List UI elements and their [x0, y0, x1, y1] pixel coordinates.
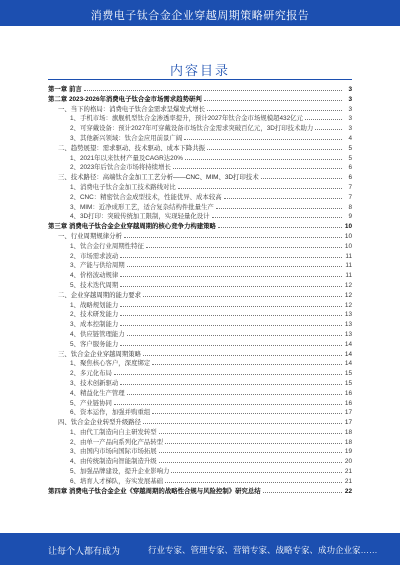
toc-leader-dots — [120, 309, 342, 316]
toc-entry-page: 6 — [348, 164, 352, 172]
toc-entry-text: 4、由传统制造向智能制造升级 — [70, 458, 157, 466]
toc-entry-text: 三、技术路径：高端钛合金加工工艺分析——CNC、MIM、3D打印技术 — [58, 174, 259, 182]
toc-entry-page: 17 — [344, 409, 352, 417]
toc-entry-text: 2、2023年后钛合金市场将持续增长 — [70, 164, 171, 172]
toc-entry-page: 12 — [344, 301, 352, 309]
toc-leader-dots — [114, 368, 342, 375]
report-footer — [0, 533, 400, 565]
toc-entry[interactable] — [48, 427, 352, 437]
toc-leader-dots — [127, 388, 342, 395]
toc-entry[interactable] — [48, 162, 352, 172]
toc-entry-page: 22 — [344, 487, 352, 495]
toc-entry-text: 3、其他新兴领域：钛合金应用前景广阔 — [70, 134, 183, 142]
toc-entry[interactable] — [48, 133, 352, 143]
toc-entry[interactable] — [48, 172, 352, 182]
toc-leader-dots — [159, 456, 342, 463]
toc-entry-text: 4、供应链管理能力 — [70, 330, 125, 338]
toc-entry-text: 一、当下的格局：消费电子钛合金需求呈爆发式增长 — [58, 105, 205, 113]
toc-entry-page: 15 — [344, 379, 352, 387]
toc-leader-dots — [171, 466, 342, 473]
toc-entry[interactable] — [48, 231, 352, 241]
toc-entry[interactable] — [48, 241, 352, 251]
toc-entry-page: 20 — [344, 458, 352, 466]
toc-leader-dots — [212, 211, 342, 218]
toc-entry-page: 14 — [344, 340, 352, 348]
toc-entry-text: 4、3D打印：突破传统加工限制，实现轻量化设计 — [70, 213, 210, 221]
toc-entry-page: 9 — [348, 213, 352, 221]
toc-entry-page: 21 — [344, 477, 352, 485]
toc-entry[interactable] — [48, 182, 352, 192]
toc-entry-text: 1、消费电子钛合金加工技术路线对比 — [70, 183, 176, 191]
toc-entry-text: 5、产业链协同 — [70, 399, 112, 407]
toc-entry-page: 3 — [348, 125, 352, 133]
toc-entry[interactable] — [48, 221, 352, 231]
heading-divider — [48, 79, 352, 80]
toc-leader-dots — [120, 280, 342, 287]
toc-entry[interactable] — [48, 123, 352, 133]
toc-entry-page: 3 — [348, 95, 352, 103]
toc-entry-text: 2、技术研发能力 — [70, 311, 119, 319]
toc-entry[interactable] — [48, 407, 352, 417]
toc-entry[interactable] — [48, 94, 352, 104]
toc-leader-dots — [127, 260, 342, 267]
toc-leader-dots — [178, 182, 342, 189]
toc-entry[interactable] — [48, 368, 352, 378]
toc-leader-dots — [218, 221, 342, 228]
toc-entry-text: 2、多元化布局 — [70, 370, 112, 378]
toc-entry-page: 14 — [344, 360, 352, 368]
toc-entry-text: 1、2021年以来钛材产量及CAGR达20% — [70, 154, 183, 162]
toc-entry-page: 21 — [344, 468, 352, 476]
toc-entry[interactable] — [48, 329, 352, 339]
toc-entry-page: 12 — [344, 291, 352, 299]
toc-leader-dots — [204, 94, 342, 101]
toc-leader-dots — [143, 349, 342, 356]
toc-entry[interactable] — [48, 113, 352, 123]
toc-entry[interactable] — [48, 251, 352, 261]
toc-entry-text: 2、由单一产品向系列化产品转型 — [70, 438, 164, 446]
toc-entry-page: 11 — [345, 262, 352, 270]
toc-entry-text: 6、培育人才梯队，夯实发展基础 — [70, 477, 164, 485]
toc-entry[interactable] — [48, 437, 352, 447]
toc-entry[interactable] — [48, 202, 352, 212]
toc-leader-dots — [165, 437, 342, 444]
toc-entry-page: 5 — [348, 144, 352, 152]
toc-leader-dots — [207, 104, 342, 111]
toc-entry-page: 11 — [345, 252, 352, 260]
footer-slogan-right: 行业专家、管理专家、营销专家、战略专家、成功企业家…… — [148, 545, 378, 555]
toc-entry-text: 5、客户服务能力 — [70, 340, 119, 348]
toc-entry-page: 13 — [344, 330, 352, 338]
toc-leader-dots — [261, 172, 342, 179]
toc-entry[interactable] — [48, 309, 352, 319]
toc-entry-page: 8 — [348, 203, 352, 211]
toc-entry-page: 4 — [348, 134, 352, 142]
report-header — [0, 0, 400, 26]
toc-entry[interactable] — [48, 143, 352, 153]
toc-entry-text: 2、CNC：精密钛合金成型技术，性能优异、成本较高 — [70, 193, 222, 201]
toc-entry-page: 3 — [348, 115, 352, 123]
toc-leader-dots — [165, 476, 342, 483]
toc-entry[interactable] — [48, 319, 352, 329]
toc-entry-text: 2、市场需求波动 — [70, 252, 119, 260]
toc-leader-dots — [207, 143, 342, 150]
toc-leader-dots — [216, 202, 342, 209]
toc-leader-dots — [159, 427, 342, 434]
toc-entry-page: 13 — [344, 311, 352, 319]
toc-entry-page: 17 — [344, 419, 352, 427]
toc-entry-text: 3、成本控制能力 — [70, 321, 119, 329]
toc-entry[interactable] — [48, 466, 352, 476]
toc-entry[interactable] — [48, 349, 352, 359]
toc-entry-page: 10 — [344, 223, 352, 231]
toc-leader-dots — [143, 417, 342, 424]
toc-entry[interactable] — [48, 456, 352, 466]
toc-leader-dots — [152, 407, 342, 414]
toc-entry-text: 二、趋势展望：需求驱动、技术驱动、成本下降共振 — [58, 144, 205, 152]
toc-leader-dots — [152, 358, 342, 365]
toc-entry-text: 1、战略规划能力 — [70, 301, 119, 309]
toc-entry-text: 第四章 消费电子钛合金企业《穿越周期的战略性合规与风险控制》研究总结 — [48, 487, 261, 495]
toc-leader-dots — [84, 84, 342, 91]
toc-entry-text: 第三章 消费电子钛合金企业穿越周期的核心竞争力构建策略 — [48, 223, 216, 231]
toc-leader-dots — [159, 446, 342, 453]
toc-entry-text: 3、产能与供给周期 — [70, 262, 125, 270]
toc-entry-text: 6、资本运作，加强并购重组 — [70, 409, 151, 417]
toc-entry-text: 1、钛合金行业周期性特征 — [70, 242, 144, 250]
toc-heading: 内容目录 — [169, 63, 230, 78]
toc-entry-page: 18 — [344, 438, 352, 446]
toc-entry-text: 3、MIM：近净成形工艺，适合复杂结构件批量生产 — [70, 203, 214, 211]
toc-leader-dots — [114, 398, 342, 405]
toc-leader-dots — [120, 251, 342, 258]
toc-entry-text: 四、钛合金企业转型升级路径 — [58, 419, 142, 427]
toc-entry[interactable] — [48, 153, 352, 163]
toc-entry[interactable] — [48, 260, 352, 270]
toc-leader-dots — [305, 113, 342, 120]
toc-entry[interactable] — [48, 84, 352, 94]
toc-leader-dots — [173, 162, 342, 169]
table-of-contents — [48, 84, 352, 495]
toc-entry-page: 15 — [344, 370, 352, 378]
toc-leader-dots — [120, 300, 342, 307]
toc-entry-text: 3、由国内市场向国际市场拓展 — [70, 448, 157, 456]
toc-entry[interactable] — [48, 339, 352, 349]
toc-entry-text: 2、可穿戴设备：预计2027年可穿戴设备市场钛合金需求突破百亿元，3D打印技术助力 — [70, 125, 314, 133]
toc-entry-page: 12 — [344, 281, 352, 289]
toc-leader-dots — [315, 123, 342, 130]
toc-entry[interactable] — [48, 280, 352, 290]
toc-entry-page: 6 — [348, 174, 352, 182]
toc-entry-text: 4、精益化生产管理 — [70, 389, 125, 397]
toc-entry-text: 1、手机市场：旗舰机型钛合金渗透率提升，预计2027年钛合金市场规模超432亿元 — [70, 115, 303, 123]
toc-entry-text: 一、行业周期规律分析 — [58, 232, 122, 240]
toc-entry[interactable] — [48, 192, 352, 202]
report-title: 消费电子钛合金企业穿越周期策略研究报告 — [90, 10, 310, 22]
toc-entry-page: 7 — [348, 193, 352, 201]
toc-leader-dots — [120, 270, 342, 277]
toc-leader-dots — [120, 378, 342, 385]
toc-leader-dots — [143, 290, 342, 297]
toc-leader-dots — [120, 339, 342, 346]
toc-entry[interactable] — [48, 486, 352, 496]
toc-entry-text: 5、技术迭代周期 — [70, 281, 119, 289]
toc-entry-text: 1、由代工制造向自主研发转型 — [70, 428, 157, 436]
toc-entry[interactable] — [48, 476, 352, 486]
toc-entry-page: 16 — [344, 389, 352, 397]
toc-leader-dots — [185, 153, 342, 160]
toc-leader-dots — [184, 133, 342, 140]
toc-entry[interactable] — [48, 417, 352, 427]
toc-entry[interactable] — [48, 358, 352, 368]
toc-entry-text: 第二章 2023-2026年消费电子钛合金市场需求趋势研判 — [48, 95, 202, 103]
toc-leader-dots — [146, 241, 342, 248]
toc-leader-dots — [224, 192, 342, 199]
toc-entry[interactable] — [48, 290, 352, 300]
toc-leader-dots — [120, 319, 342, 326]
toc-entry-text: 5、加强品牌建设，提升企业影响力 — [70, 468, 170, 476]
toc-entry-page: 3 — [348, 86, 352, 93]
toc-entry-text: 3、技术创新驱动 — [70, 379, 119, 387]
toc-entry-text: 三、钛合金企业穿越周期策略 — [58, 350, 142, 358]
toc-entry[interactable] — [48, 104, 352, 114]
toc-entry-text: 第一章 前言 — [48, 86, 82, 93]
toc-entry-page: 5 — [348, 154, 352, 162]
toc-entry-page: 19 — [344, 448, 352, 456]
toc-leader-dots — [263, 486, 342, 493]
footer-slogan-left: 让每个人都有成为 — [48, 546, 121, 556]
toc-entry[interactable] — [48, 211, 352, 221]
toc-entry-page: 18 — [344, 428, 352, 436]
toc-leader-dots — [127, 329, 342, 336]
toc-entry-page: 10 — [344, 232, 352, 240]
toc-entry[interactable] — [48, 398, 352, 408]
toc-entry-page: 14 — [344, 350, 352, 358]
toc-leader-dots — [124, 231, 342, 238]
toc-entry-page: 7 — [348, 183, 352, 191]
toc-entry-page: 11 — [345, 272, 352, 280]
toc-entry-page: 3 — [348, 105, 352, 113]
toc-entry-page: 16 — [344, 399, 352, 407]
toc-entry[interactable] — [48, 270, 352, 280]
toc-entry[interactable] — [48, 378, 352, 388]
toc-entry-text: 1、聚焦核心客户，深度绑定 — [70, 360, 151, 368]
toc-entry-page: 13 — [344, 321, 352, 329]
toc-entry[interactable] — [48, 388, 352, 398]
toc-entry-text: 二、企业穿越周期的能力要求 — [58, 291, 142, 299]
toc-entry-page: 10 — [344, 242, 352, 250]
toc-entry[interactable] — [48, 446, 352, 456]
toc-entry[interactable] — [48, 300, 352, 310]
toc-entry-text: 4、价格波动规律 — [70, 272, 119, 280]
